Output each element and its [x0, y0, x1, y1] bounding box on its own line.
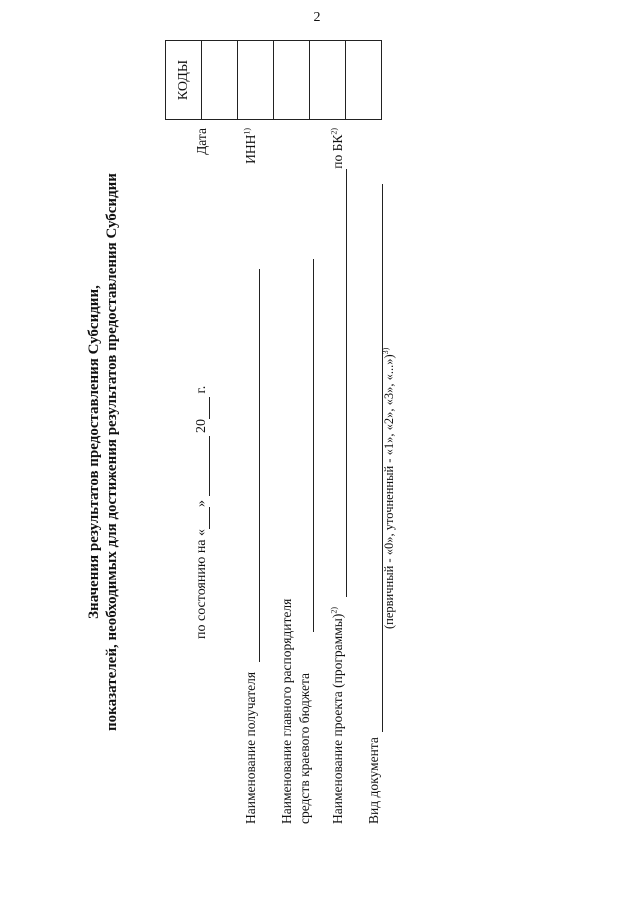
project-label-text: Наименование проекта (программы)	[330, 613, 345, 824]
project-label	[330, 607, 346, 824]
codes-table	[165, 40, 382, 120]
inn-label	[243, 128, 259, 200]
doc-type-label: Вид документа	[366, 737, 381, 824]
title-line-2: показателей, необходимых для достижения результатов предоставления Субсидии	[104, 173, 120, 731]
year-blank[interactable]	[194, 397, 210, 419]
recipient-label: Наименование получателя	[243, 671, 258, 824]
doc-type-hint-text: (первичный - «0», уточненный - «1», «2», «3», «...»)	[382, 354, 396, 629]
code-cell-bk[interactable]	[310, 41, 346, 120]
code-cell-manager[interactable]	[274, 41, 310, 120]
code-cell-date[interactable]	[202, 41, 238, 120]
inn-label-text: ИНН	[243, 134, 258, 164]
main-manager-line[interactable]	[313, 259, 314, 632]
day-blank[interactable]	[194, 507, 210, 529]
as-of-quote: »	[194, 499, 209, 507]
date-label: Дата	[194, 128, 209, 155]
main-manager-label-1: Наименование главного распорядителя	[279, 598, 294, 824]
code-cell-inn[interactable]	[238, 41, 274, 120]
doc-type-hint	[382, 348, 397, 629]
page-number: 2	[313, 10, 321, 25]
doc-type-hint-sup: 3)	[380, 347, 390, 355]
code-cell-doc-type[interactable]	[346, 41, 382, 120]
project-label-sup: 2)	[329, 607, 339, 614]
year-suffix: г.	[194, 385, 209, 394]
main-manager-label-2: средств краевого бюджета	[297, 672, 312, 824]
title-line-1: Значения результатов предоставления Субсидии,	[86, 285, 102, 619]
bk-label-sup: 2)	[329, 128, 339, 135]
as-of-prefix: по состоянию на «	[194, 528, 209, 639]
as-of-date	[194, 386, 210, 639]
inn-label-sup: 1)	[242, 128, 252, 135]
recipient-line[interactable]	[259, 269, 260, 662]
bk-label-text: по БК	[330, 134, 345, 169]
bk-label	[330, 128, 346, 200]
codes-header: КОДЫ	[166, 41, 202, 120]
month-blank[interactable]	[194, 436, 210, 496]
year-prefix: 20	[194, 418, 209, 433]
project-line[interactable]	[346, 169, 347, 597]
